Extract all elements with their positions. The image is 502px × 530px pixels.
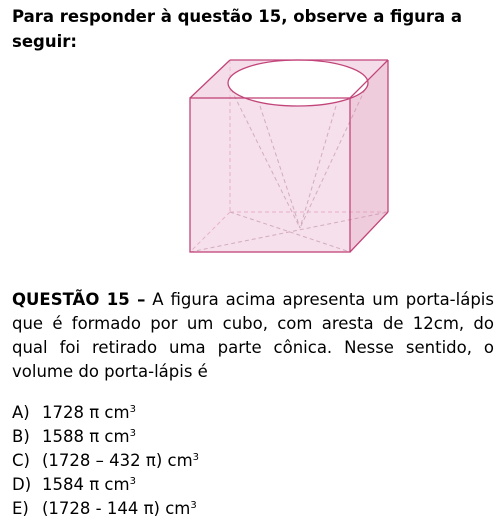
option-exponent: 3 xyxy=(129,428,136,439)
question-15 xyxy=(12,288,494,384)
answer-options xyxy=(12,401,494,521)
option-text: (1728 - 144 π) cm xyxy=(42,499,191,518)
cube-figure xyxy=(160,50,400,260)
option-letter: D) xyxy=(12,475,32,494)
option-letter: C) xyxy=(12,451,30,470)
option-text: 1584 π cm xyxy=(42,475,130,494)
question-number: QUESTÃO 15 – xyxy=(12,290,146,309)
option-text: (1728 – 432 π) cm xyxy=(42,451,193,470)
option-letter: E) xyxy=(12,499,29,518)
option-text: 1728 π cm xyxy=(42,403,130,422)
option-exponent: 3 xyxy=(190,500,197,511)
option-d[interactable] xyxy=(12,473,494,497)
intro-text: Para responder à questão 15, observe a figura a seguir: xyxy=(12,7,463,51)
option-a[interactable] xyxy=(12,401,494,425)
option-e[interactable] xyxy=(12,497,494,521)
option-c[interactable] xyxy=(12,449,494,473)
option-exponent: 3 xyxy=(129,404,136,415)
question-text: A figura acima apresenta um porta-lápis que é formado por um cubo, com aresta de 12cm, do qual foi retirado uma parte cônica. Nesse sentido, o volume do porta-lápis é xyxy=(12,290,494,381)
option-exponent: 3 xyxy=(129,476,136,487)
cube-front-face xyxy=(190,98,350,252)
option-text: 1588 π cm xyxy=(42,427,130,446)
option-exponent: 3 xyxy=(192,452,200,463)
option-b[interactable] xyxy=(12,425,494,449)
option-letter: A) xyxy=(12,403,30,422)
cone-opening-ellipse xyxy=(228,60,368,106)
option-letter: B) xyxy=(12,427,30,446)
